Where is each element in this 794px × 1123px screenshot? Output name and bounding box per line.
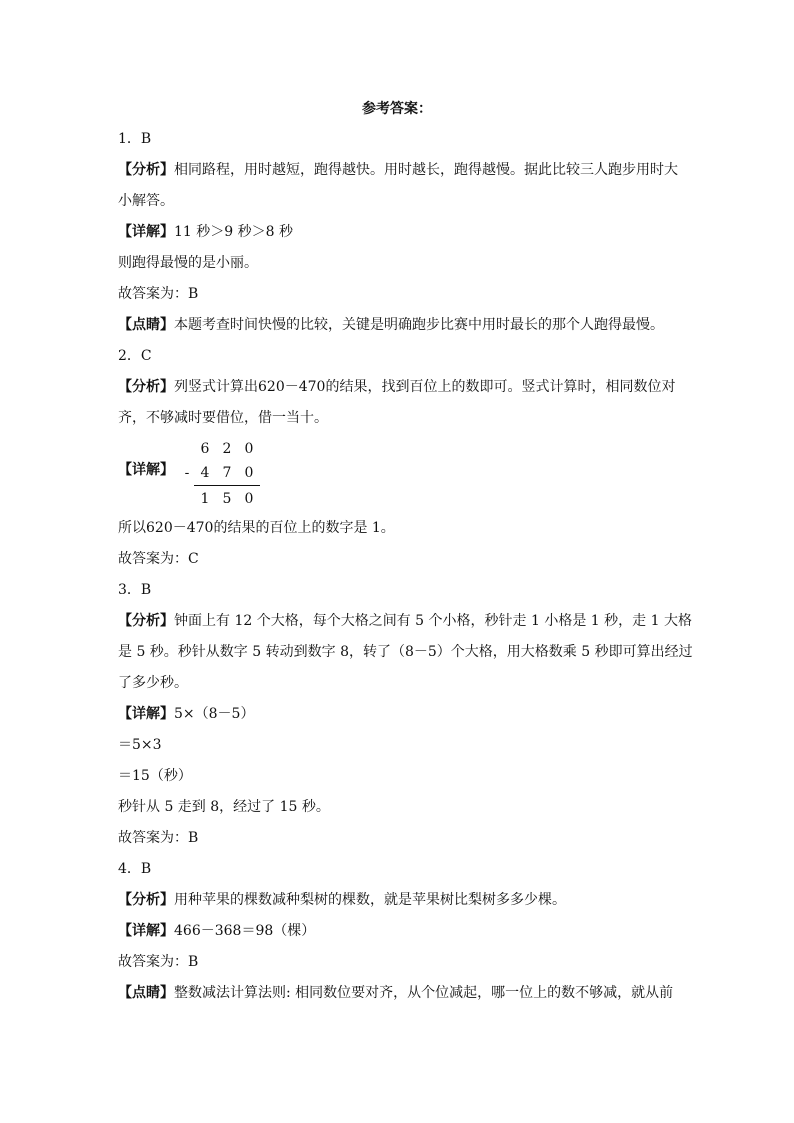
q2-analysis-text-2: 齐，不够减时要借位，借一当十。 <box>118 410 328 426</box>
detail-tag: 【详解】 <box>118 923 174 939</box>
q3-detail-text-1: 5×（8－5） <box>174 706 255 722</box>
q4-detail <box>118 916 682 947</box>
comment-tag: 【点睛】 <box>118 985 174 1001</box>
q3-detail-text-3: ＝15（秒） <box>118 768 192 784</box>
page-title: 参考答案： <box>362 101 432 117</box>
detail-tag: 【详解】 <box>118 706 174 722</box>
digit: 1 <box>200 491 210 507</box>
q2-analysis-text-1: 列竖式计算出620－470的结果，找到百位上的数即可。竖式计算时，相同数位对 <box>174 379 676 395</box>
q2-answer: 故答案为：C <box>118 551 199 567</box>
answer-content <box>118 124 693 1009</box>
analysis-tag: 【分析】 <box>118 379 174 395</box>
digit: 6 <box>200 441 210 457</box>
q4-detail-text: 466－368＝98（棵） <box>174 923 316 939</box>
q1-result: 则跑得最慢的是小丽。 <box>118 255 258 271</box>
q3-analysis-text-2: 是 5 秒。秒针从数字 5 转动到数字 8，转了（8－5）个大格，用大格数乘 5 秒即可算出经过 <box>118 644 693 660</box>
minus-sign: - <box>184 465 190 481</box>
digit: 0 <box>244 441 254 457</box>
digit: 0 <box>244 491 254 507</box>
q2-analysis <box>118 372 682 403</box>
q3-detail-text-2: ＝5×3 <box>118 737 162 753</box>
digit: 4 <box>200 465 210 481</box>
q1-number: 1．B <box>118 131 152 147</box>
q1-comment <box>118 310 682 341</box>
q4-analysis <box>118 885 682 916</box>
q3-result: 秒针从 5 走到 8，经过了 15 秒。 <box>118 799 330 815</box>
q3-number: 3．B <box>118 582 152 598</box>
q3-detail <box>118 699 682 730</box>
vertical-subtrahend <box>180 461 300 485</box>
q2-vertical-calculation <box>118 437 682 511</box>
q1-analysis-text-2: 小解答。 <box>118 193 174 209</box>
digit: 2 <box>222 441 232 457</box>
q1-detail-text: 11 秒＞9 秒＞8 秒 <box>174 224 293 240</box>
analysis-tag: 【分析】 <box>118 892 174 908</box>
detail-tag: 【详解】 <box>118 224 174 240</box>
q1-comment-text: 本题考查时间快慢的比较，关键是明确跑步比赛中用时最长的那个人跑得最慢。 <box>174 317 664 333</box>
q4-number: 4．B <box>118 861 152 877</box>
analysis-tag: 【分析】 <box>118 162 174 178</box>
comment-tag: 【点睛】 <box>118 317 174 333</box>
q3-analysis-text-3: 了多少秒。 <box>118 675 188 691</box>
q3-analysis-text-1: 钟面上有 12 个大格，每个大格之间有 5 个小格，秒针走 1 小格是 1 秒，走 1 大格 <box>174 613 692 629</box>
q1-analysis-text-1: 相同路程，用时越短，跑得越快。用时越长，跑得越慢。据此比较三人跑步用时大 <box>174 162 678 178</box>
q2-number: 2．C <box>118 348 152 364</box>
q3-analysis <box>118 606 692 637</box>
q1-answer: 故答案为：B <box>118 286 199 302</box>
vertical-difference <box>180 487 300 511</box>
detail-tag: 【详解】 <box>118 462 174 478</box>
vertical-divider-line <box>194 485 260 486</box>
vertical-minuend <box>180 437 300 461</box>
q4-comment <box>118 978 682 1009</box>
q3-answer: 故答案为：B <box>118 830 199 846</box>
q4-comment-text: 整数减法计算法则: 相同数位要对齐，从个位减起，哪一位上的数不够减，就从前 <box>174 985 674 1001</box>
q2-result: 所以620－470的结果的百位上的数字是 1。 <box>118 520 395 536</box>
q4-answer: 故答案为：B <box>118 954 199 970</box>
q1-analysis <box>118 155 682 186</box>
q1-detail <box>118 217 682 248</box>
analysis-tag: 【分析】 <box>118 613 174 629</box>
digit: 0 <box>244 465 254 481</box>
digit: 7 <box>222 465 232 481</box>
digit: 5 <box>222 491 232 507</box>
q4-analysis-text: 用种苹果的棵数减种梨树的棵数，就是苹果树比梨树多多少棵。 <box>174 892 566 908</box>
